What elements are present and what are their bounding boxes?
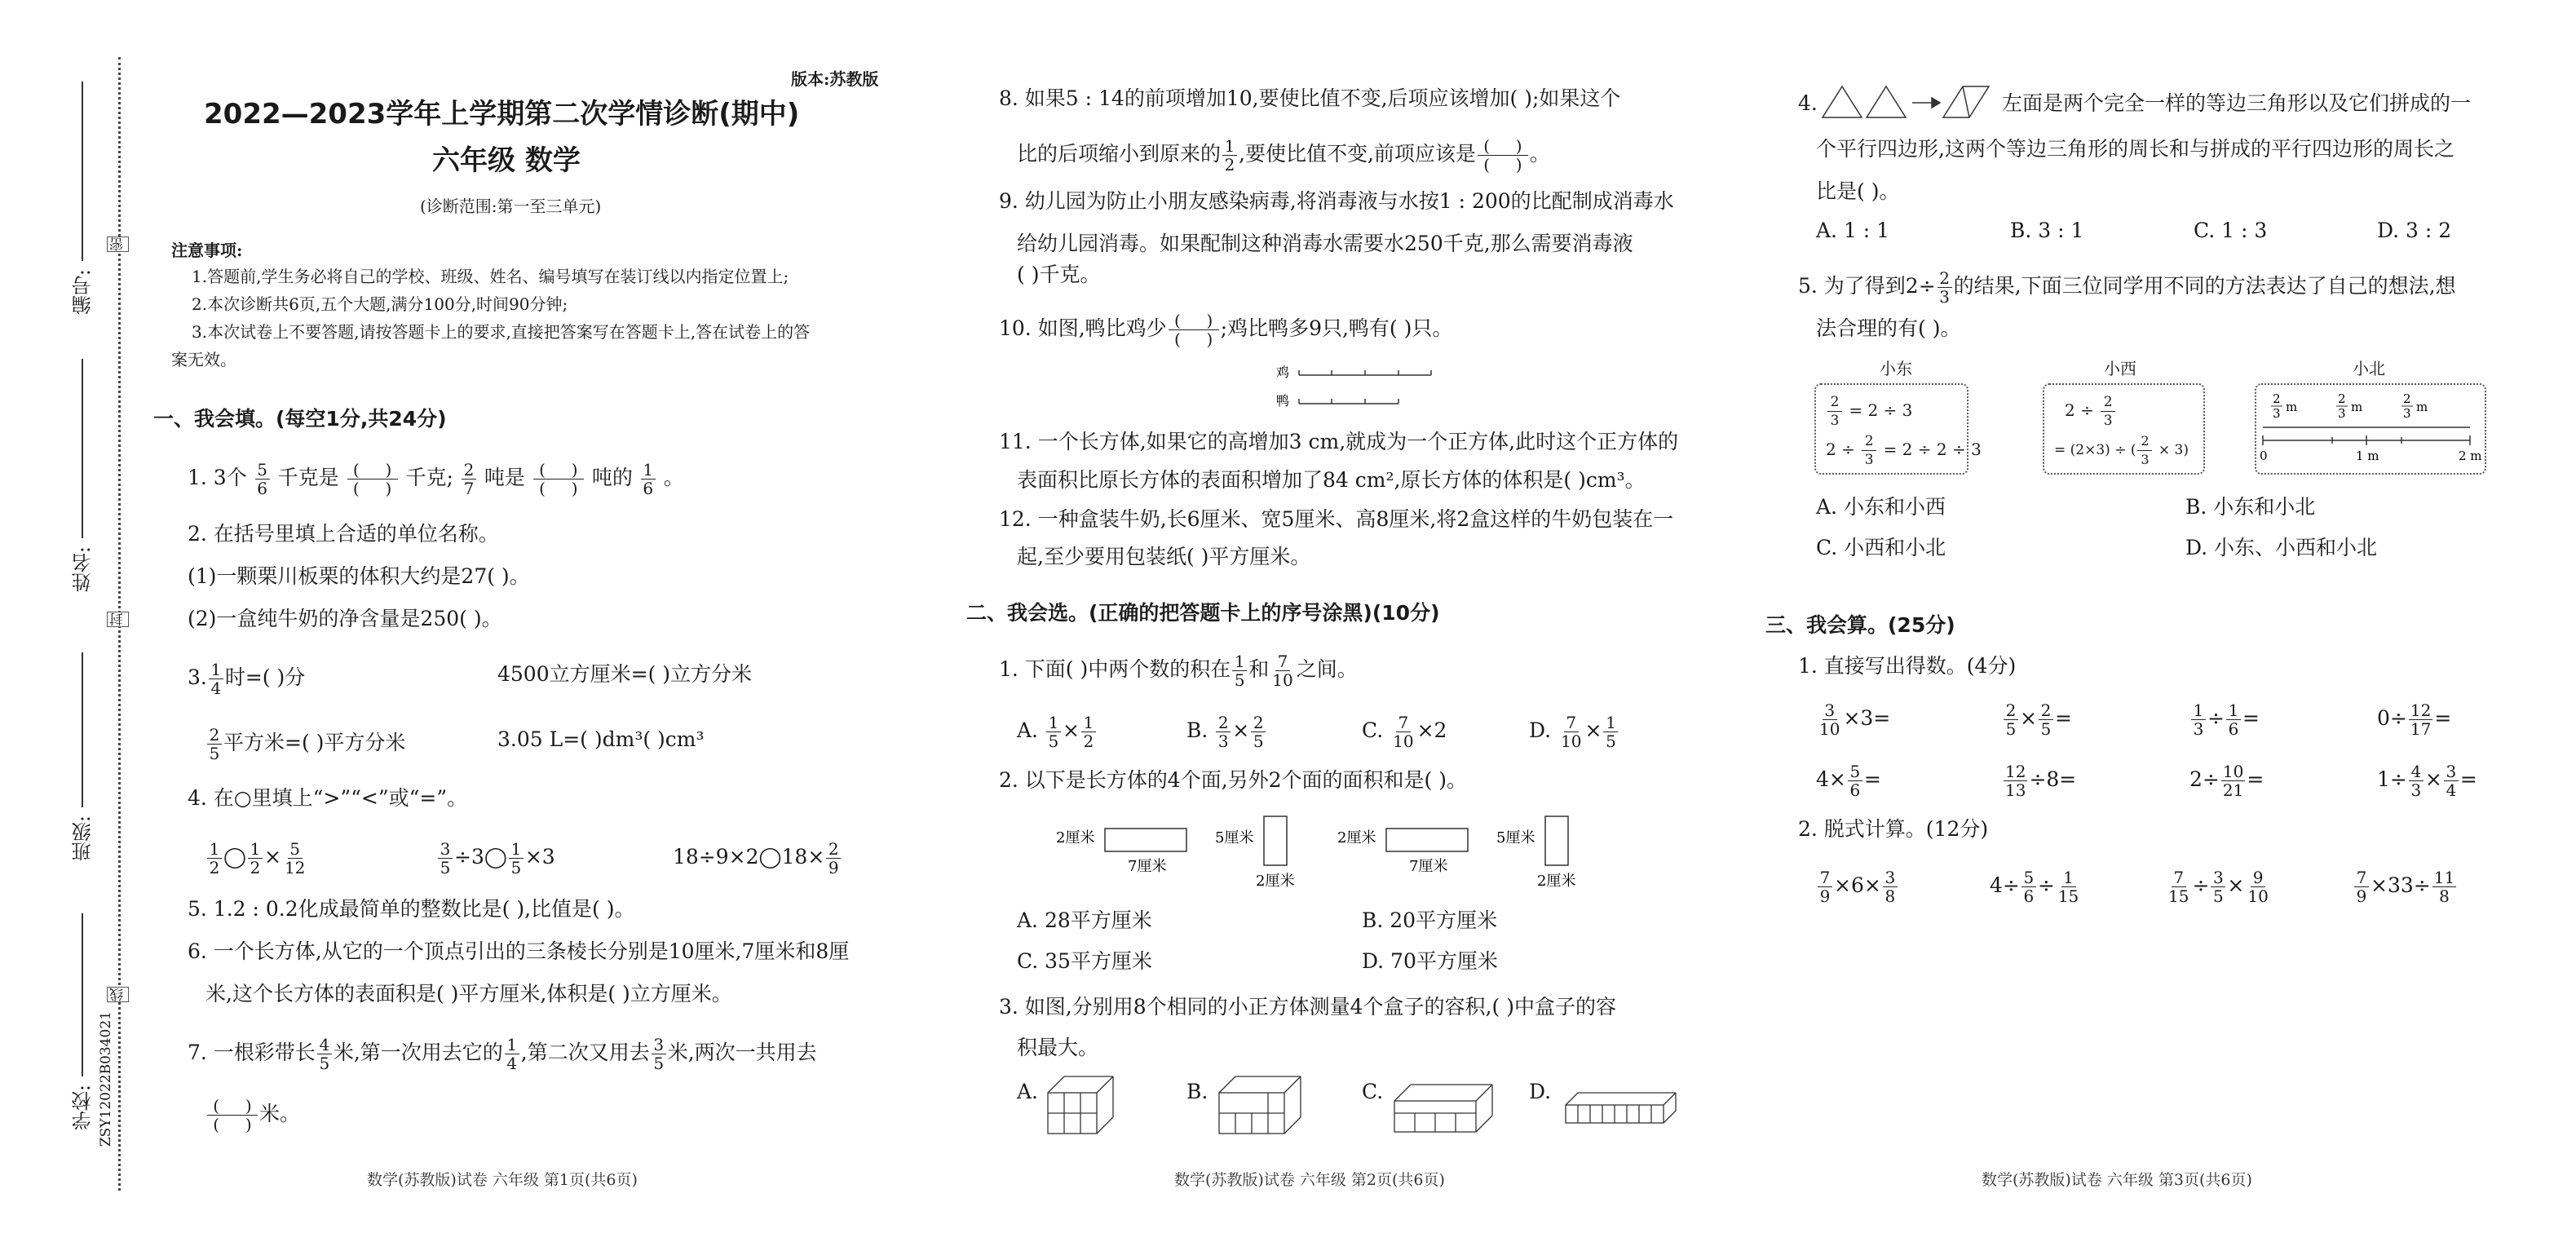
class-underline	[82, 652, 83, 807]
compute-2-heading: 2. 脱式计算。(12分)	[1798, 817, 1989, 841]
section-1-heading: 一、我会填。(每空1分,共24分)	[153, 407, 447, 431]
school-label: 学校:	[72, 1085, 95, 1131]
choice-3b: 积最大。	[1017, 1036, 1099, 1059]
svg-text:3: 3	[2403, 406, 2411, 421]
question-2-1: (1)一颗栗川板栗的体积大约是27( )。	[188, 564, 530, 588]
id-label: 编号:	[72, 269, 95, 316]
svg-text:2: 2	[2338, 391, 2346, 406]
note-item: 1.答题前,学生务必将自己的学校、班级、姓名、编号填写在装订线以内指定位置上;	[192, 267, 789, 286]
question-9a: 9. 幼儿园为防止小朋友感染病毒,将消毒液与水按1 : 200的比配制成消毒水	[999, 189, 1674, 213]
question-10: 10. 如图,鸭比鸡少 $\frac{( )}{( )}$ ;鸡比鸭多9只,鸭有( )只。	[999, 311, 1453, 349]
question-11b: 表面积比原长方体的表面积增加了84 cm²,原长方体的体积是( )cm³。	[1017, 468, 1646, 492]
face-label: 2厘米	[1537, 873, 1576, 887]
exam-title: 2022—2023学年上学期第二次学情诊断(期中)	[204, 98, 800, 130]
name-label: 姓名:	[72, 546, 95, 593]
cuboid-faces-figure	[1056, 814, 1643, 887]
choice-1-option-a[interactable]: A. $\frac{1}{5}$ × $\frac{1}{2}$	[1017, 714, 1098, 750]
compute-item: 0÷ $\frac{12}{17}$ =	[2377, 701, 2452, 739]
choice-4-option-c[interactable]: C. 1 : 3	[2194, 219, 2268, 242]
question-3d: 3.05 L=( )dm³( )cm³	[497, 727, 705, 751]
xiaodong-box	[1814, 383, 1982, 475]
compute-item: 4× $\frac{5}{6}$ =	[1816, 762, 1881, 800]
school-underline	[82, 913, 83, 1076]
paper-code: ZSY12022B034021	[98, 1011, 114, 1147]
question-7b: $\frac{( )}{( )}$ 米。	[205, 1097, 300, 1134]
note-item: 2.本次诊断共6页,五个大题,满分100分,时间90分钟;	[192, 294, 568, 314]
binding-margin	[0, 0, 163, 1242]
face-label: 2厘米	[1056, 829, 1095, 846]
answer-blank-fraction: $\frac{( )}{( )}$	[347, 461, 398, 497]
student-name: 小东	[1880, 359, 1912, 378]
svg-text:2: 2	[2403, 391, 2411, 406]
triangles-figure	[1821, 82, 1992, 122]
question-8b: 比的后项缩小到原来的 $\frac{1}{2}$ ,要使比值不变,前项应该是 $\frac{( )}{( )}$ 。	[1017, 136, 1550, 175]
face-label: 5厘米	[1496, 829, 1535, 846]
question-5: 5. 1.2 : 0.2化成最简单的整数比是( ),比值是( )。	[188, 897, 635, 921]
notes-heading: 注意事项:	[171, 241, 243, 260]
svg-text:3: 3	[2273, 406, 2281, 421]
face-label: 7厘米	[1128, 858, 1167, 875]
compute-item: 4÷ $\frac{5}{6}$ ÷ $\frac{1}{15}$	[1990, 868, 2079, 906]
choice-3-option-d[interactable]: D.	[1529, 1080, 1552, 1103]
question-9b: 给幼儿园消毒。如果配制这种消毒水需要水250千克,那么需要消毒液	[1017, 232, 1633, 255]
compute-item: $\frac{7}{9}$ ×33÷ $\frac{11}{8}$	[2353, 869, 2458, 905]
seal-mark-mid: 封	[107, 612, 129, 627]
answer-blank-fraction: $\frac{( )}{( )}$	[533, 461, 584, 497]
note-item: 案无效。	[171, 350, 236, 369]
question-12b: 起,至少要用包装纸( )平方厘米。	[1017, 545, 1311, 568]
box-c-icon	[1390, 1068, 1505, 1138]
choice-5: 5. 为了得到2÷ $\frac{2}{3}$ 的结果,下面三位同学用不同的方法表达了自己的想法,想	[1798, 268, 2456, 307]
choice-5-option-c[interactable]: C. 小西和小北	[1816, 536, 1946, 559]
face-label: 2厘米	[1256, 873, 1295, 887]
fraction: $\frac{1}{6}$	[641, 461, 656, 497]
seal-mark-bottom: 线	[107, 987, 129, 1002]
question-7: 7. 一根彩带长 $\frac{4}{5}$ 米,第一次用去它的 $\frac{1}{4}$ ,第二次又用去 $\frac{3}{5}$ 米,两次一共用去	[188, 1035, 817, 1073]
question-4: 4. 在○里填上“>”“<”或“=”。	[188, 786, 468, 810]
question-4a: $\frac{1}{2}$ ◯ $\frac{1}{2}$ × $\frac{5}{12}$	[205, 840, 308, 877]
xiaoxi-line-1: 2 ÷ $\frac{2}{3}$	[2065, 393, 2117, 430]
choice-1-option-d[interactable]: D. $\frac{7}{10}$ × $\frac{1}{5}$	[1529, 714, 1619, 750]
choice-5-option-a[interactable]: A. 小东和小西	[1816, 495, 1946, 519]
choice-4-number: 4.	[1798, 91, 1818, 115]
choice-5-option-b[interactable]: B. 小东和小北	[2185, 495, 2316, 519]
student-name: 小西	[2104, 359, 2136, 378]
compute-item: $\frac{1}{3}$ ÷ $\frac{1}{6}$ =	[2189, 701, 2260, 738]
question-6b: 米,这个长方体的表面积是( )平方厘米,体积是( )立方厘米。	[205, 982, 732, 1006]
compute-item: $\frac{7}{15}$ ÷ $\frac{3}{5}$ × $\frac{9}{10}$	[2168, 868, 2269, 906]
compute-item: $\frac{12}{13}$ ÷8=	[2005, 762, 2077, 800]
choice-4-text: 左面是两个完全一样的等边三角形以及它们拼成的一	[2002, 91, 2472, 115]
xiaobei-box	[2255, 383, 2486, 475]
xiaodong-line-1: $\frac{2}{3}$ = 2 ÷ 3	[1826, 393, 1912, 430]
section-2-heading: 二、我会选。(正确的把答题卡上的序号涂黑)(10分)	[966, 601, 1440, 625]
id-underline	[82, 82, 83, 261]
choice-3-option-a[interactable]: A.	[1017, 1080, 1039, 1103]
question-6a: 6. 一个长方体,从它的一个顶点引出的三条棱长分别是10厘米,7厘米和8厘	[188, 939, 850, 963]
compute-1-heading: 1. 直接写出得数。(4分)	[1798, 654, 2017, 678]
svg-text:m: m	[2351, 400, 2363, 414]
svg-text:0: 0	[2260, 449, 2268, 463]
question-3c: $\frac{2}{5}$ 平方米=( )平方分米	[205, 726, 405, 762]
choice-4-c: 比是( )。	[1816, 179, 1900, 203]
seal-mark-top: 密	[107, 236, 129, 252]
compute-item: $\frac{3}{10}$ ×3=	[1819, 701, 1891, 739]
face-label: 7厘米	[1409, 858, 1448, 875]
xiaoxi-box	[2043, 383, 2205, 475]
box-d-icon	[1562, 1068, 1684, 1138]
question-8a: 8. 如果5 : 14的前项增加10,要使比值不变,后项应该增加( );如果这个	[999, 86, 1621, 110]
choice-4-option-b[interactable]: B. 3 : 1	[2010, 219, 2084, 242]
compute-item: $\frac{2}{5}$ × $\frac{2}{5}$ =	[2002, 701, 2072, 738]
box-a-icon	[1044, 1068, 1142, 1138]
chicken-label: 鸡	[1276, 365, 1290, 380]
page-3	[1765, 0, 2516, 1242]
student-name: 小北	[2353, 359, 2385, 378]
face-label: 5厘米	[1215, 829, 1254, 846]
choice-2-option-d[interactable]: D. 70平方厘米	[1362, 949, 1498, 973]
choice-4-option-d[interactable]: D. 3 : 2	[2377, 219, 2452, 242]
name-underline	[82, 359, 83, 538]
choice-1-option-c[interactable]: C. $\frac{7}{10}$ ×2	[1362, 713, 1447, 751]
question-3a: 3. $\frac{1}{4}$ 时=( )分	[188, 660, 306, 698]
choice-2-option-c[interactable]: C. 35平方厘米	[1017, 949, 1152, 973]
svg-text:1 m: 1 m	[2356, 449, 2379, 463]
choice-5-b: 法合理的有( )。	[1816, 316, 1961, 340]
xiaoxi-line-2: = (2×3) ÷ ( $\frac{2}{3}$ × 3)	[2054, 433, 2189, 467]
segment-diagram	[1276, 359, 1439, 416]
svg-text:2: 2	[2273, 391, 2281, 406]
page-footer: 数学(苏教版)试卷 六年级 第3页(共6页)	[1982, 1171, 2252, 1189]
question-11a: 11. 一个长方体,如果它的高增加3 cm,就成为一个正方体,此时这个正方体的	[999, 430, 1679, 453]
compute-item: 2÷ $\frac{10}{21}$ =	[2189, 762, 2264, 800]
page-footer: 数学(苏教版)试卷 六年级 第1页(共6页)	[367, 1171, 638, 1189]
version-label: 版本:苏教版	[791, 69, 879, 89]
compute-item: $\frac{7}{9}$ ×6× $\frac{3}{8}$	[1816, 869, 1899, 905]
question-9c: ( )千克。	[1017, 263, 1101, 286]
choice-1-option-b[interactable]: B. $\frac{2}{3}$ × $\frac{2}{5}$	[1186, 714, 1267, 750]
choice-2: 2. 以下是长方体的4个面,另外2个面的面积和是( )。	[999, 768, 1468, 792]
fraction: $\frac{2}{7}$	[462, 461, 476, 497]
question-4c: 18÷9×2◯18× $\frac{2}{9}$	[673, 840, 842, 877]
choice-4-b: 个平行四边形,这两个等边三角形的周长和与拼成的平行四边形的周长之	[1816, 137, 2454, 161]
page-footer: 数学(苏教版)试卷 六年级 第2页(共6页)	[1174, 1171, 1445, 1189]
svg-text:m: m	[2416, 400, 2428, 414]
duck-label: 鸭	[1276, 393, 1290, 409]
question-1: 1. 3个 $\frac{5}{6}$ 千克是 $\frac{( )}{( )}$ 千克; $\frac{2}{7}$ 吨是 $\frac{( )}{( )}$ 吨的 $\frac{1}{6}$ 。	[188, 460, 684, 498]
face-label: 2厘米	[1337, 829, 1376, 846]
choice-3-option-c[interactable]: C.	[1362, 1080, 1384, 1103]
choice-3-option-b[interactable]: B.	[1186, 1080, 1208, 1103]
choice-2-option-b[interactable]: B. 20平方厘米	[1362, 908, 1498, 932]
class-label: 班级:	[72, 815, 95, 862]
choice-3a: 3. 如图,分别用8个相同的小正方体测量4个盒子的容积,( )中盒子的容	[999, 995, 1616, 1019]
page-2	[966, 0, 1717, 1242]
note-item: 3.本次试卷上不要答题,请按答题卡上的要求,直接把答案写在答题卡上,答在试卷上的答	[192, 322, 811, 342]
exam-scope: (诊断范围:第一至三单元)	[420, 197, 602, 216]
question-4b: $\frac{3}{5}$ ÷3◯ $\frac{1}{5}$ ×3	[436, 840, 555, 877]
section-3-heading: 三、我会算。(25分)	[1765, 613, 1955, 637]
svg-text:3: 3	[2338, 406, 2346, 421]
choice-4-option-a[interactable]: A. 1 : 1	[1816, 219, 1890, 242]
question-2: 2. 在括号里填上合适的单位名称。	[188, 522, 499, 546]
compute-item: 1÷ $\frac{4}{3}$ × $\frac{3}{4}$ =	[2377, 762, 2477, 800]
question-12a: 12. 一种盒装牛奶,长6厘米、宽5厘米、高8厘米,将2盒这样的牛奶包装在一	[999, 507, 1674, 531]
box-b-icon	[1215, 1068, 1321, 1138]
choice-1: 1. 下面( )中两个数的积在 $\frac{1}{5}$ 和 $\frac{7}{10}$ 之间。	[999, 652, 1358, 690]
fraction: $\frac{5}{6}$	[255, 461, 270, 497]
page-1	[153, 0, 897, 1242]
svg-text:2 m: 2 m	[2459, 449, 2482, 463]
choice-2-option-a[interactable]: A. 28平方厘米	[1017, 908, 1152, 932]
xiaobei-number-line	[2256, 385, 2485, 473]
exam-subtitle: 六年级 数学	[432, 144, 581, 177]
question-3b: 4500立方厘米=( )立方分米	[497, 662, 753, 686]
question-2-2: (2)一盒纯牛奶的净含量是250( )。	[188, 607, 502, 630]
svg-text:m: m	[2286, 400, 2298, 414]
choice-5-option-d[interactable]: D. 小东、小西和小北	[2185, 536, 2378, 559]
xiaodong-line-2: 2 ÷ $\frac{2}{3}$ = 2 ÷ 2 ÷ 3	[1826, 433, 1982, 468]
